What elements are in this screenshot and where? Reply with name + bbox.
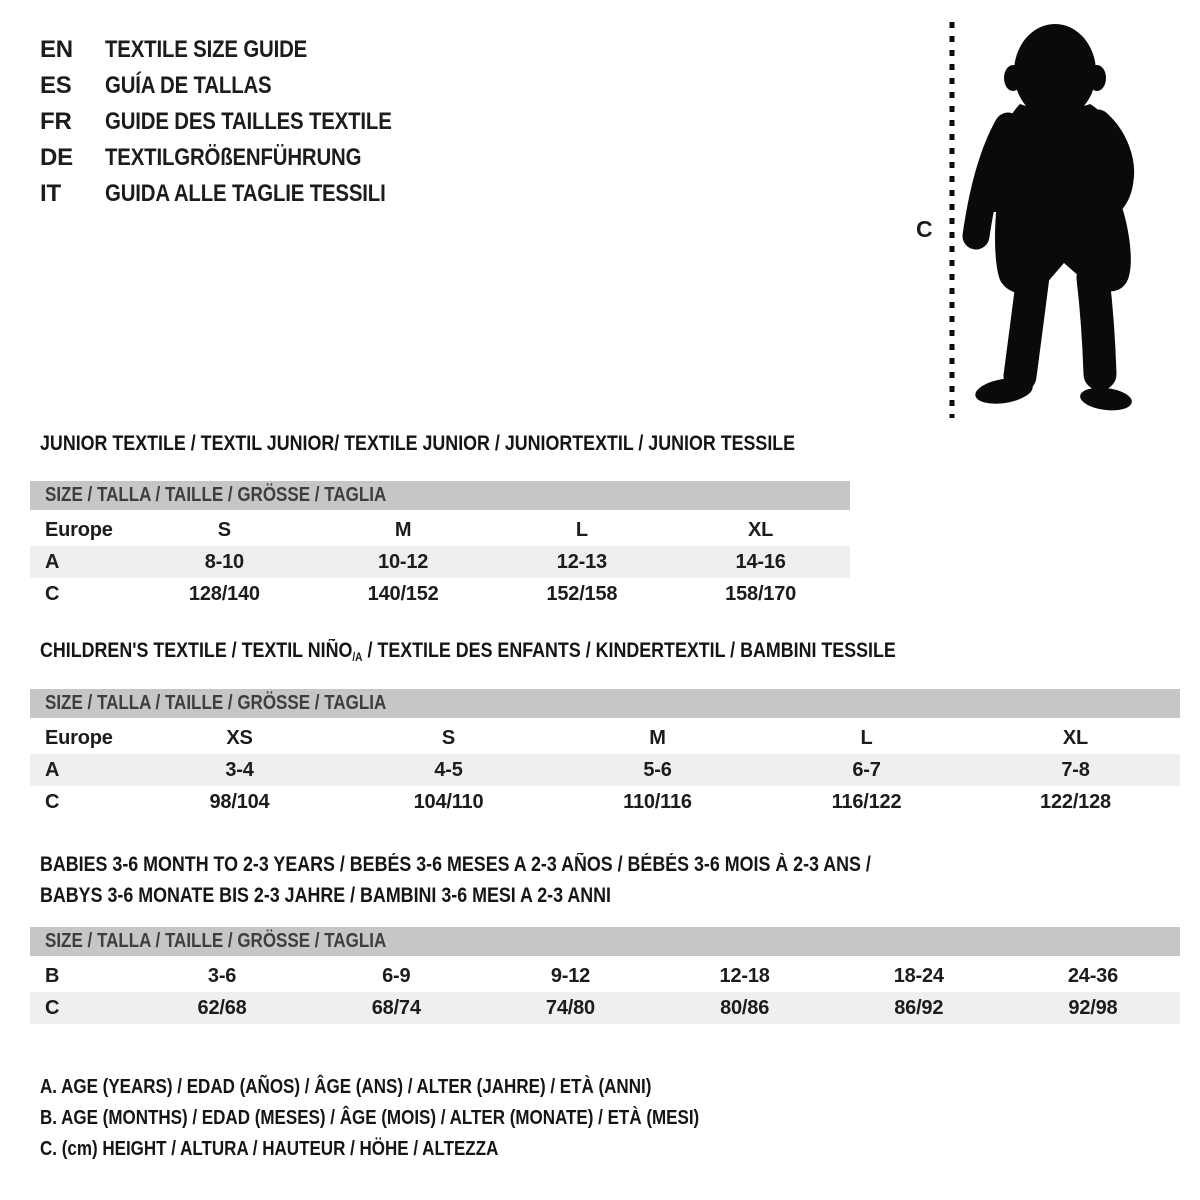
row-label: Europe [45,726,113,749]
table-cell: 12-13 [556,550,607,573]
table-cell: 86/92 [894,996,944,1019]
table-cell: L [860,726,873,749]
size-header-text: SIZE / TALLA / TAILLE / GRÖSSE / TAGLIA [45,692,387,714]
children-heading-sub: /A [352,650,363,664]
babies-heading-line1: BABIES 3-6 MONTH TO 2-3 YEARS / BEBÉS 3-6 MESES A 2-3 AÑOS / BÉBÉS 3-6 MOIS À 2-3 ANS / [40,853,871,876]
language-row-de [40,140,442,176]
junior-size-table [30,481,850,610]
guide-title-fr: GUIDE DES TAILLES TEXTILE [105,108,392,135]
children-heading-post: / TEXTILE DES ENFANTS / KINDERTEXTIL / BAMBINI TESSILE [362,639,896,662]
table-cell: M [649,726,666,749]
language-code: FR [40,108,72,135]
children-heading-pre: CHILDREN'S TEXTILE / TEXTIL NIÑO [40,639,353,662]
size-header-bar [30,927,1180,956]
guide-title-it: GUIDA ALLE TAGLIE TESSILI [105,180,386,207]
table-cell: XL [748,518,774,541]
table-row-months [30,960,1180,992]
language-code: ES [40,72,72,99]
table-cell: S [217,518,231,541]
table-cell: 12-18 [719,964,770,987]
table-cell: 4-5 [434,758,463,781]
children-section-heading [40,639,1047,664]
table-cell: 7-8 [1061,758,1090,781]
babies-size-table [30,927,1180,1024]
table-cell: 116/122 [831,790,902,813]
toddler-silhouette-figure [900,14,1160,426]
table-cell: 92/98 [1068,996,1118,1019]
table-row-height [30,786,1180,818]
row-label: Europe [45,518,113,541]
table-cell: 68/74 [371,996,421,1019]
footnote-height-cm: C. (cm) HEIGHT / ALTURA / HAUTEUR / HÖHE / ALTEZZA [40,1138,499,1160]
table-cell: 24-36 [1067,964,1119,987]
row-label: A [45,550,60,573]
toddler-silhouette [973,24,1133,413]
footnotes [40,1072,816,1165]
table-cell: 14-16 [735,550,786,573]
table-cell: 152/158 [546,582,618,605]
table-row-europe [30,722,1180,754]
table-row-europe [30,514,850,546]
language-row-en [40,32,442,68]
footnote-age-months: B. AGE (MONTHS) / EDAD (MESES) / ÂGE (MOIS) / ALTER (MONATE) / ETÀ (MESI) [40,1107,700,1129]
language-row-it [40,176,442,212]
guide-title-en: TEXTILE SIZE GUIDE [105,36,308,63]
size-header-bar [30,481,850,510]
children-size-table [30,689,1180,818]
guide-title-es: GUÍA DE TALLAS [105,72,272,99]
junior-heading-text: JUNIOR TEXTILE / TEXTIL JUNIOR/ TEXTILE JUNIOR / JUNIORTEXTIL / JUNIOR TESSILE [40,432,796,455]
table-row-age [30,546,850,578]
row-label: A [45,758,60,781]
table-cell: 110/116 [623,790,692,813]
row-label: C [45,996,60,1019]
babies-section-heading [40,849,1018,911]
size-header-text: SIZE / TALLA / TAILLE / GRÖSSE / TAGLIA [45,930,387,952]
row-label: B [45,964,60,987]
table-cell: 158/170 [725,582,797,605]
language-code: DE [40,144,73,171]
table-cell: 62/68 [197,996,247,1019]
table-cell: 140/152 [367,582,439,605]
table-cell: 5-6 [643,758,672,781]
table-cell: XS [226,726,253,749]
table-cell: 8-10 [204,550,244,573]
table-cell: 80/86 [720,996,770,1019]
table-cell: 3-6 [207,964,237,987]
language-code: IT [40,180,61,207]
table-cell: 10-12 [378,550,429,573]
language-row-es [40,68,442,104]
table-cell: L [575,518,588,541]
table-cell: 9-12 [550,964,591,987]
language-row-fr [40,104,442,140]
row-label: C [45,790,60,813]
row-label: C [45,582,60,605]
table-cell: XL [1062,726,1089,749]
language-list [40,32,442,212]
junior-section-heading [40,432,928,456]
table-cell: 104/110 [413,790,484,813]
height-line-label: C [916,216,933,242]
footnote-age-years: A. AGE (YEARS) / EDAD (AÑOS) / ÂGE (ANS) / ALTER (JAHRE) / ETÀ (ANNI) [40,1076,652,1098]
table-cell: 6-9 [382,964,411,987]
size-header-bar [30,689,1180,718]
table-cell: 122/128 [1040,790,1111,813]
babies-heading-line2: BABYS 3-6 MONATE BIS 2-3 JAHRE / BAMBINI 3-6 MESI A 2-3 ANNI [40,884,611,907]
table-row-height [30,578,850,610]
table-row-height [30,992,1180,1024]
guide-title-de: TEXTILGRÖßENFÜHRUNG [105,144,362,171]
table-cell: 3-4 [225,758,254,781]
table-cell: 6-7 [852,758,881,781]
size-header-text: SIZE / TALLA / TAILLE / GRÖSSE / TAGLIA [45,484,387,506]
table-cell: 74/80 [545,996,595,1019]
table-cell: S [441,726,456,749]
language-code: EN [40,36,73,63]
children-heading-text [40,639,896,664]
table-cell: 18-24 [893,964,944,987]
table-cell: M [394,518,412,541]
table-row-age [30,754,1180,786]
table-cell: 98/104 [209,790,270,813]
table-cell: 128/140 [188,582,260,605]
